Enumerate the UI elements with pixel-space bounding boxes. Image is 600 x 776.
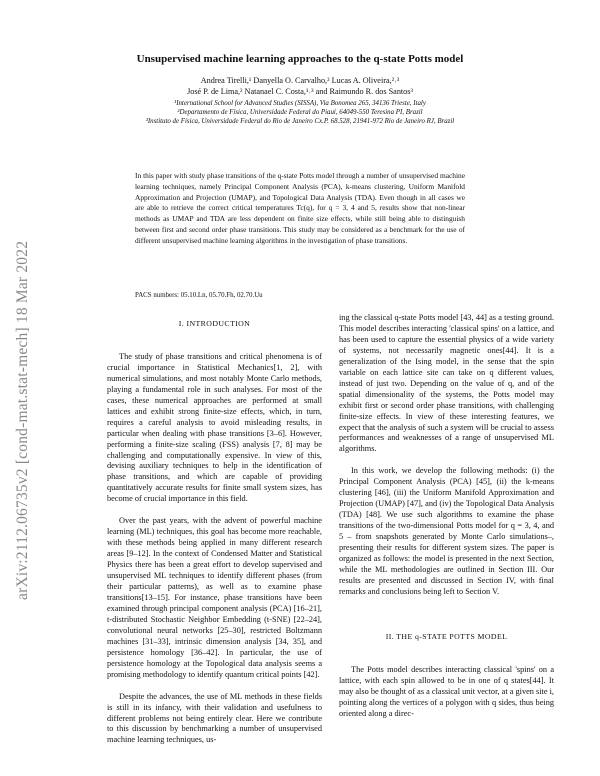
- affiliation-1: ¹International School for Advanced Studies (SISSA), Via Bonomea 265, 34136 Trieste, Italy: [174, 100, 426, 107]
- right-column: [339, 313, 554, 720]
- affiliation-3: ³Instituto de Física, Universidade Federal do Rio de Janeiro Cx.P. 68.528, 21941-972 Rio de Janeiro RJ, Brazil: [145, 118, 455, 125]
- intro-paragraph-2: Over the past years, with the advent of powerful machine learning (ML) techniques, this goal has become more reachable, with these methods being applied in many different research areas [9–12]. In the context of Condensed Matter and Statistical Physics there has been a great effort to develop supervised and unsupervised ML techniques to identify different phases (from their particular patterns), as well as to examine phase transitions[13–15]. For instance, phase transitions have been examined through principal component analysis (PCA) [16–21], t-distributed Stochastic Neighbor Embedding (t-SNE) [22–24], convolutional neural networks [25–30], restricted Boltzmann machines [31–33], intrinsic dimension analysis [34, 35], and persistence homology [36–42]. In particular, the use of persistence homology at the Topological data analysis seems a promising methodology to identify quantum critical points [42].: [107, 516, 322, 679]
- potts-paragraph-1: The Potts model describes interacting classical 'spins' on a lattice, with each spin allowed to be in one of q states[44]. It may also be thought of as a classical unit vector, at a given site i, pointing along the vertices of a polygon with q sides, thus being oriented along a direc-: [339, 664, 554, 718]
- intro-paragraph-4: ing the classical q-state Potts model [43, 44] as a testing ground. This model describes interacting 'classical spins' on a lattice, and has been used to capture the essential physics of a wide variety of systems, not necessarily magnetic ones[44]. It is a generalization of the Ising model, in the sense that the spin variable on each lattice site can take on q different values, instead of just two. Depending on the value of q, and of the spatial dimensionality of the systems, the Potts model may exhibit first or second order phase transitions, with challenging finite-size effects. In view of these interesting features, we expect that the analysis of such a system will be crucial to assess performances and weaknesses of a range of unsupervised ML algorithms.: [339, 313, 554, 454]
- intro-paragraph-5: In this work, we develop the following methods: (i) the Principal Component Analysis (PCA) [45], (ii) the k-means clustering [46], (iii) the Uniform Manifold Approximation and Projection (UMAP) [47], and (iv) the Topological Data Analysis (TDA) [48]. We use such algorithms to examine the phase transitions of the two-dimensional Potts model for q = 3, 4, and 5 – from snapshots generated by Monte Carlo simulations–, presenting their results for different system sizes. The paper is organized as follows: the model is presented in the next Section, while the ML methodologies are outlined in Section III. Our results are presented and discussed in Section IV, with final remarks and conclusions being left to Section V.: [339, 466, 554, 596]
- authors-line-1: Andrea Tirelli,¹ Danyella O. Carvalho,² Lucas A. Oliveira,²˒³: [200, 76, 400, 85]
- authors-line-2: José P. de Lima,² Natanael C. Costa,¹˒³ and Raimundo R. dos Santos³: [187, 87, 413, 96]
- intro-paragraph-1: The study of phase transitions and critical phenomena is of crucial importance in Statistical Mechanics[1, 2], with numerical simulations, and most notably Monte Carlo methods, playing a fundamental role in such analyses. For most of the cases, these numerical approaches are performed at small lattices and exhibit strong finite-size effects, which, in turn, requires a careful analysis to avoid misleading results, in particular when dealing with phase transitions [3–6]. However, performing a finite-size scaling (FSS) analysis [7, 8] may be challenging and computationally expensive. In view of this, devising auxiliary techniques to help in the identification of phase transitions, and which are capable of providing quantitatively accurate results for finite small system sizes, has become of crucial importance in this field.: [107, 351, 322, 504]
- section-heading-potts-model: II. THE q-STATE POTTS MODEL: [385, 631, 508, 641]
- abstract: In this paper with study phase transitions of the q-state Potts model through a number of unsupervised machine learning techniques, namely Principal Component Analysis (PCA), k-means clustering, Uniform Manifold Approximation and Projection (UMAP), and Topological Data Analysis (TDA). Even though in all cases we are able to retrieve the correct critical temperatures Tc(q), for q = 3, 4 and 5, results show that non-linear methods as UMAP and TDA are less dependent on finite size effects, while still being able to distinguish between first and second order phase transitions. This study may be considered as a benchmark for the use of different unsupervised machine learning algorithms in the investigation of phase transitions.: [135, 171, 465, 245]
- paper-title: Unsupervised machine learning approaches to the q-state Potts model: [136, 53, 464, 65]
- left-column: [107, 319, 322, 746]
- arxiv-identifier: arXiv:2112.06735v2 [cond-mat.stat-mech] 18 Mar 2022: [14, 240, 31, 600]
- intro-paragraph-3: Despite the advances, the use of ML methods in these fields is still in its infancy, with their validation and usefulness to different problems not being entirely clear. Here we contribute to this discussion by benchmarking a number of unsupervised machine learning techniques, us-: [107, 691, 322, 745]
- section-heading-introduction: I. INTRODUCTION: [178, 319, 251, 328]
- pacs-numbers: PACS numbers: 05.10.Ln, 05.70.Fh, 02.70.Uu: [135, 292, 263, 299]
- affiliation-2: ²Departamento de Física, Universidade Federal do Piauí, 64049-550 Teresina PI, Brazil: [177, 109, 423, 116]
